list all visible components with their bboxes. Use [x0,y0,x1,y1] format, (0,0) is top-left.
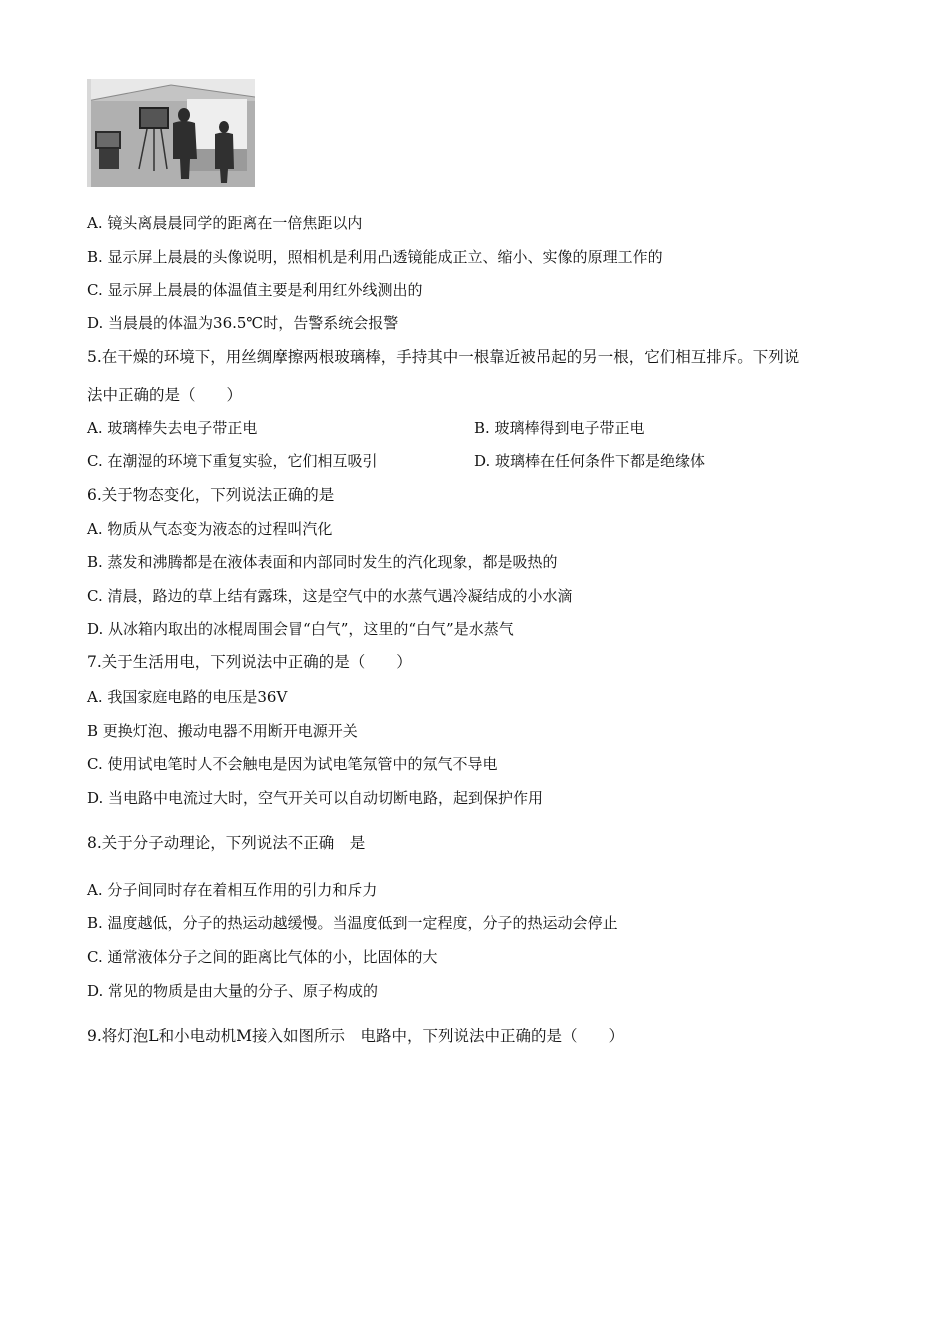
q5-stem-line1: 5.在干燥的环境下，用丝绸摩擦两根玻璃棒，手持其中一根靠近被吊起的另一根，它们相互排斥。下列说 [87,348,800,366]
checkpoint-photo-drawing [87,79,255,187]
q6-option-c: C. 清晨，路边的草上结有露珠，这是空气中的水蒸气遇冷凝结成的小水滴 [87,587,573,605]
q8-stem: 8.关于分子动理论，下列说法不正确 是 [87,834,366,852]
q9-stem: 9.将灯泡L和小电动机M接入如图所示 电路中，下列说法中正确的是（ ） [87,1027,624,1045]
q5-option-a: A. 玻璃棒失去电子带正电 [87,419,258,437]
q8-option-d: D. 常见的物质是由大量的分子、原子构成的 [87,982,379,1000]
q6-option-a: A. 物质从气态变为液态的过程叫汽化 [87,520,333,538]
q7-option-c: C. 使用试电笔时人不会触电是因为试电笔氖管中的氖气不导电 [87,755,498,773]
q8-option-a: A. 分子间同时存在着相互作用的引力和斥力 [87,881,378,899]
q4-option-a: A. 镜头离晨晨同学的距离在一倍焦距以内 [87,214,363,232]
q5-stem-line2: 法中正确的是（ ） [87,386,243,404]
q8-option-c: C. 通常液体分子之间的距离比气体的小，比固体的大 [87,948,438,966]
q5-option-b: B. 玻璃棒得到电子带正电 [474,419,645,437]
q7-option-a: A. 我国家庭电路的电压是36V [87,688,288,706]
q4-option-c: C. 显示屏上晨晨的体温值主要是利用红外线测出的 [87,281,423,299]
checkpoint-photo [87,79,255,187]
q4-option-b: B. 显示屏上晨晨的头像说明，照相机是利用凸透镜能成正立、缩小、实像的原理工作的 [87,248,663,266]
q5-option-c: C. 在潮湿的环境下重复实验，它们相互吸引 [87,452,378,470]
q5-option-d: D. 玻璃棒在任何条件下都是绝缘体 [474,452,706,470]
q7-option-b: B 更换灯泡、搬动电器不用断开电源开关 [87,722,358,740]
q4-option-d: D. 当晨晨的体温为36.5℃时，告警系统会报警 [87,314,399,332]
q6-option-d: D. 从冰箱内取出的冰棍周围会冒“白气”，这里的“白气”是水蒸气 [87,620,514,638]
q7-option-d: D. 当电路中电流过大时，空气开关可以自动切断电路，起到保护作用 [87,789,544,807]
q7-stem: 7.关于生活用电，下列说法中正确的是（ ） [87,653,412,671]
q8-option-b: B. 温度越低，分子的热运动越缓慢。当温度低到一定程度，分子的热运动会停止 [87,914,618,932]
q6-option-b: B. 蒸发和沸腾都是在液体表面和内部同时发生的汽化现象，都是吸热的 [87,553,558,571]
q6-stem: 6.关于物态变化，下列说法正确的是 [87,486,335,504]
